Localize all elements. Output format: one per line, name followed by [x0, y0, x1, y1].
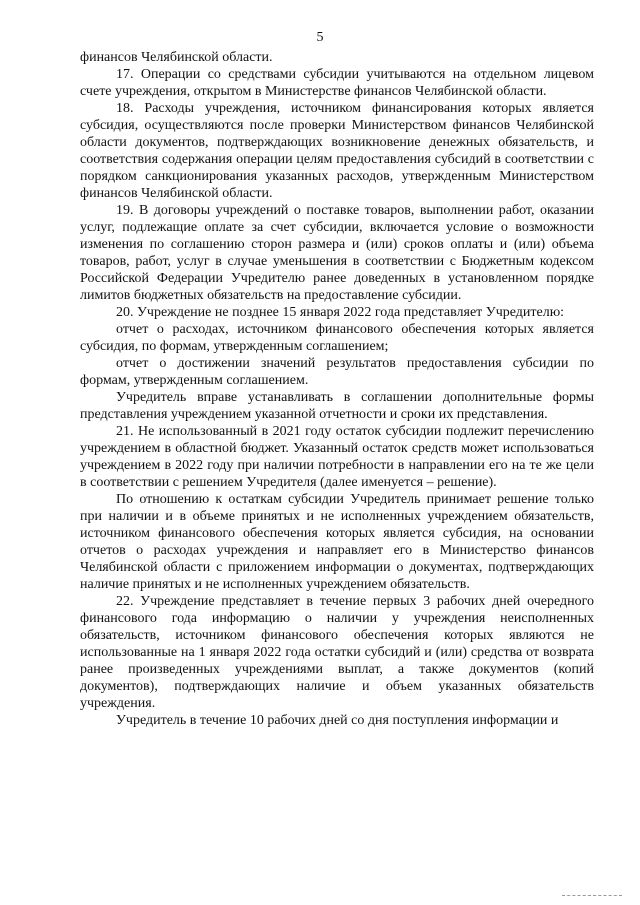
paragraph: отчет о достижении значений результатов предоставления субсидии по формам, утвержденным соглашением.: [80, 356, 594, 388]
page-number: 5: [316, 30, 324, 45]
paragraph: 18. Расходы учреждения, источником финансирования которых является субсидия, осуществляются после проверки Министерством финансов Челябинской области документов, подтверждающих возникновение денежных обязательств, и соответствия содержания операции целям предоставления субсидий в соответствии с порядком санкционирования указанных расходов, утвержденным Министерством финансов Челябинской области.: [80, 101, 594, 201]
paragraph: 21. Не использованный в 2021 году остаток субсидии подлежит перечислению учреждением в областной бюджет. Указанный остаток средств может использоваться учреждением в 2022 году при наличии потребности в направлении его на те же цели в соответствии с решением Учредителя (далее именуется – решение).: [80, 424, 594, 490]
paragraph: Учредитель в течение 10 рабочих дней со дня поступления информации и: [116, 713, 559, 728]
paragraph: 17. Операции со средствами субсидии учитываются на отдельном лицевом счете учреждения, открытом в Министерстве финансов Челябинской области.: [80, 67, 594, 99]
paragraph: Учредитель вправе устанавливать в соглашении дополнительные формы представления учреждением указанной отчетности и сроки их представления.: [80, 390, 594, 422]
paragraph: 22. Учреждение представляет в течение первых 3 рабочих дней очередного финансового года информацию о наличии у учреждения неисполненных обязательств, источником финансового обеспечения которых являются не использованные на 1 января 2022 года остатки субсидий и (или) средства от возврата ранее произведенных учреждениями выплат, а также документов (копий документов), подтверждающих наличие и объем указанных обязательств учреждения.: [80, 594, 594, 711]
paragraph: По отношению к остаткам субсидии Учредитель принимает решение только при наличии и в объеме принятых и не исполненных учреждением обязательств, источником финансового обеспечения которых является субсидия, на основании отчетов о расходах учреждения и направляет его в Министерство финансов Челябинской области с приложением информации о документах, подтверждающих наличие принятых и не исполненных учреждением обязательств.: [80, 492, 594, 592]
paragraph: 19. В договоры учреждений о поставке товаров, выполнении работ, оказании услуг, подлежащие оплате за счет субсидии, включается условие о возможности изменения по соглашению сторон размера и (или) сроков оплаты и (или) объема товаров, работ, услуг в случае уменьшения в соответствии с Бюджетным кодексом Российской Федерации Учредителю ранее доведенных в установленном порядке лимитов бюджетных обязательств на предоставление субсидии.: [80, 203, 594, 303]
footer-divider: [562, 895, 622, 897]
paragraph: отчет о расходах, источником финансового обеспечения которых является субсидия, по формам, утвержденным соглашением;: [80, 322, 594, 354]
document-body: [80, 49, 594, 729]
paragraph: финансов Челябинской области.: [80, 50, 273, 65]
paragraph: 20. Учреждение не позднее 15 января 2022 года представляет Учредителю:: [116, 305, 565, 320]
